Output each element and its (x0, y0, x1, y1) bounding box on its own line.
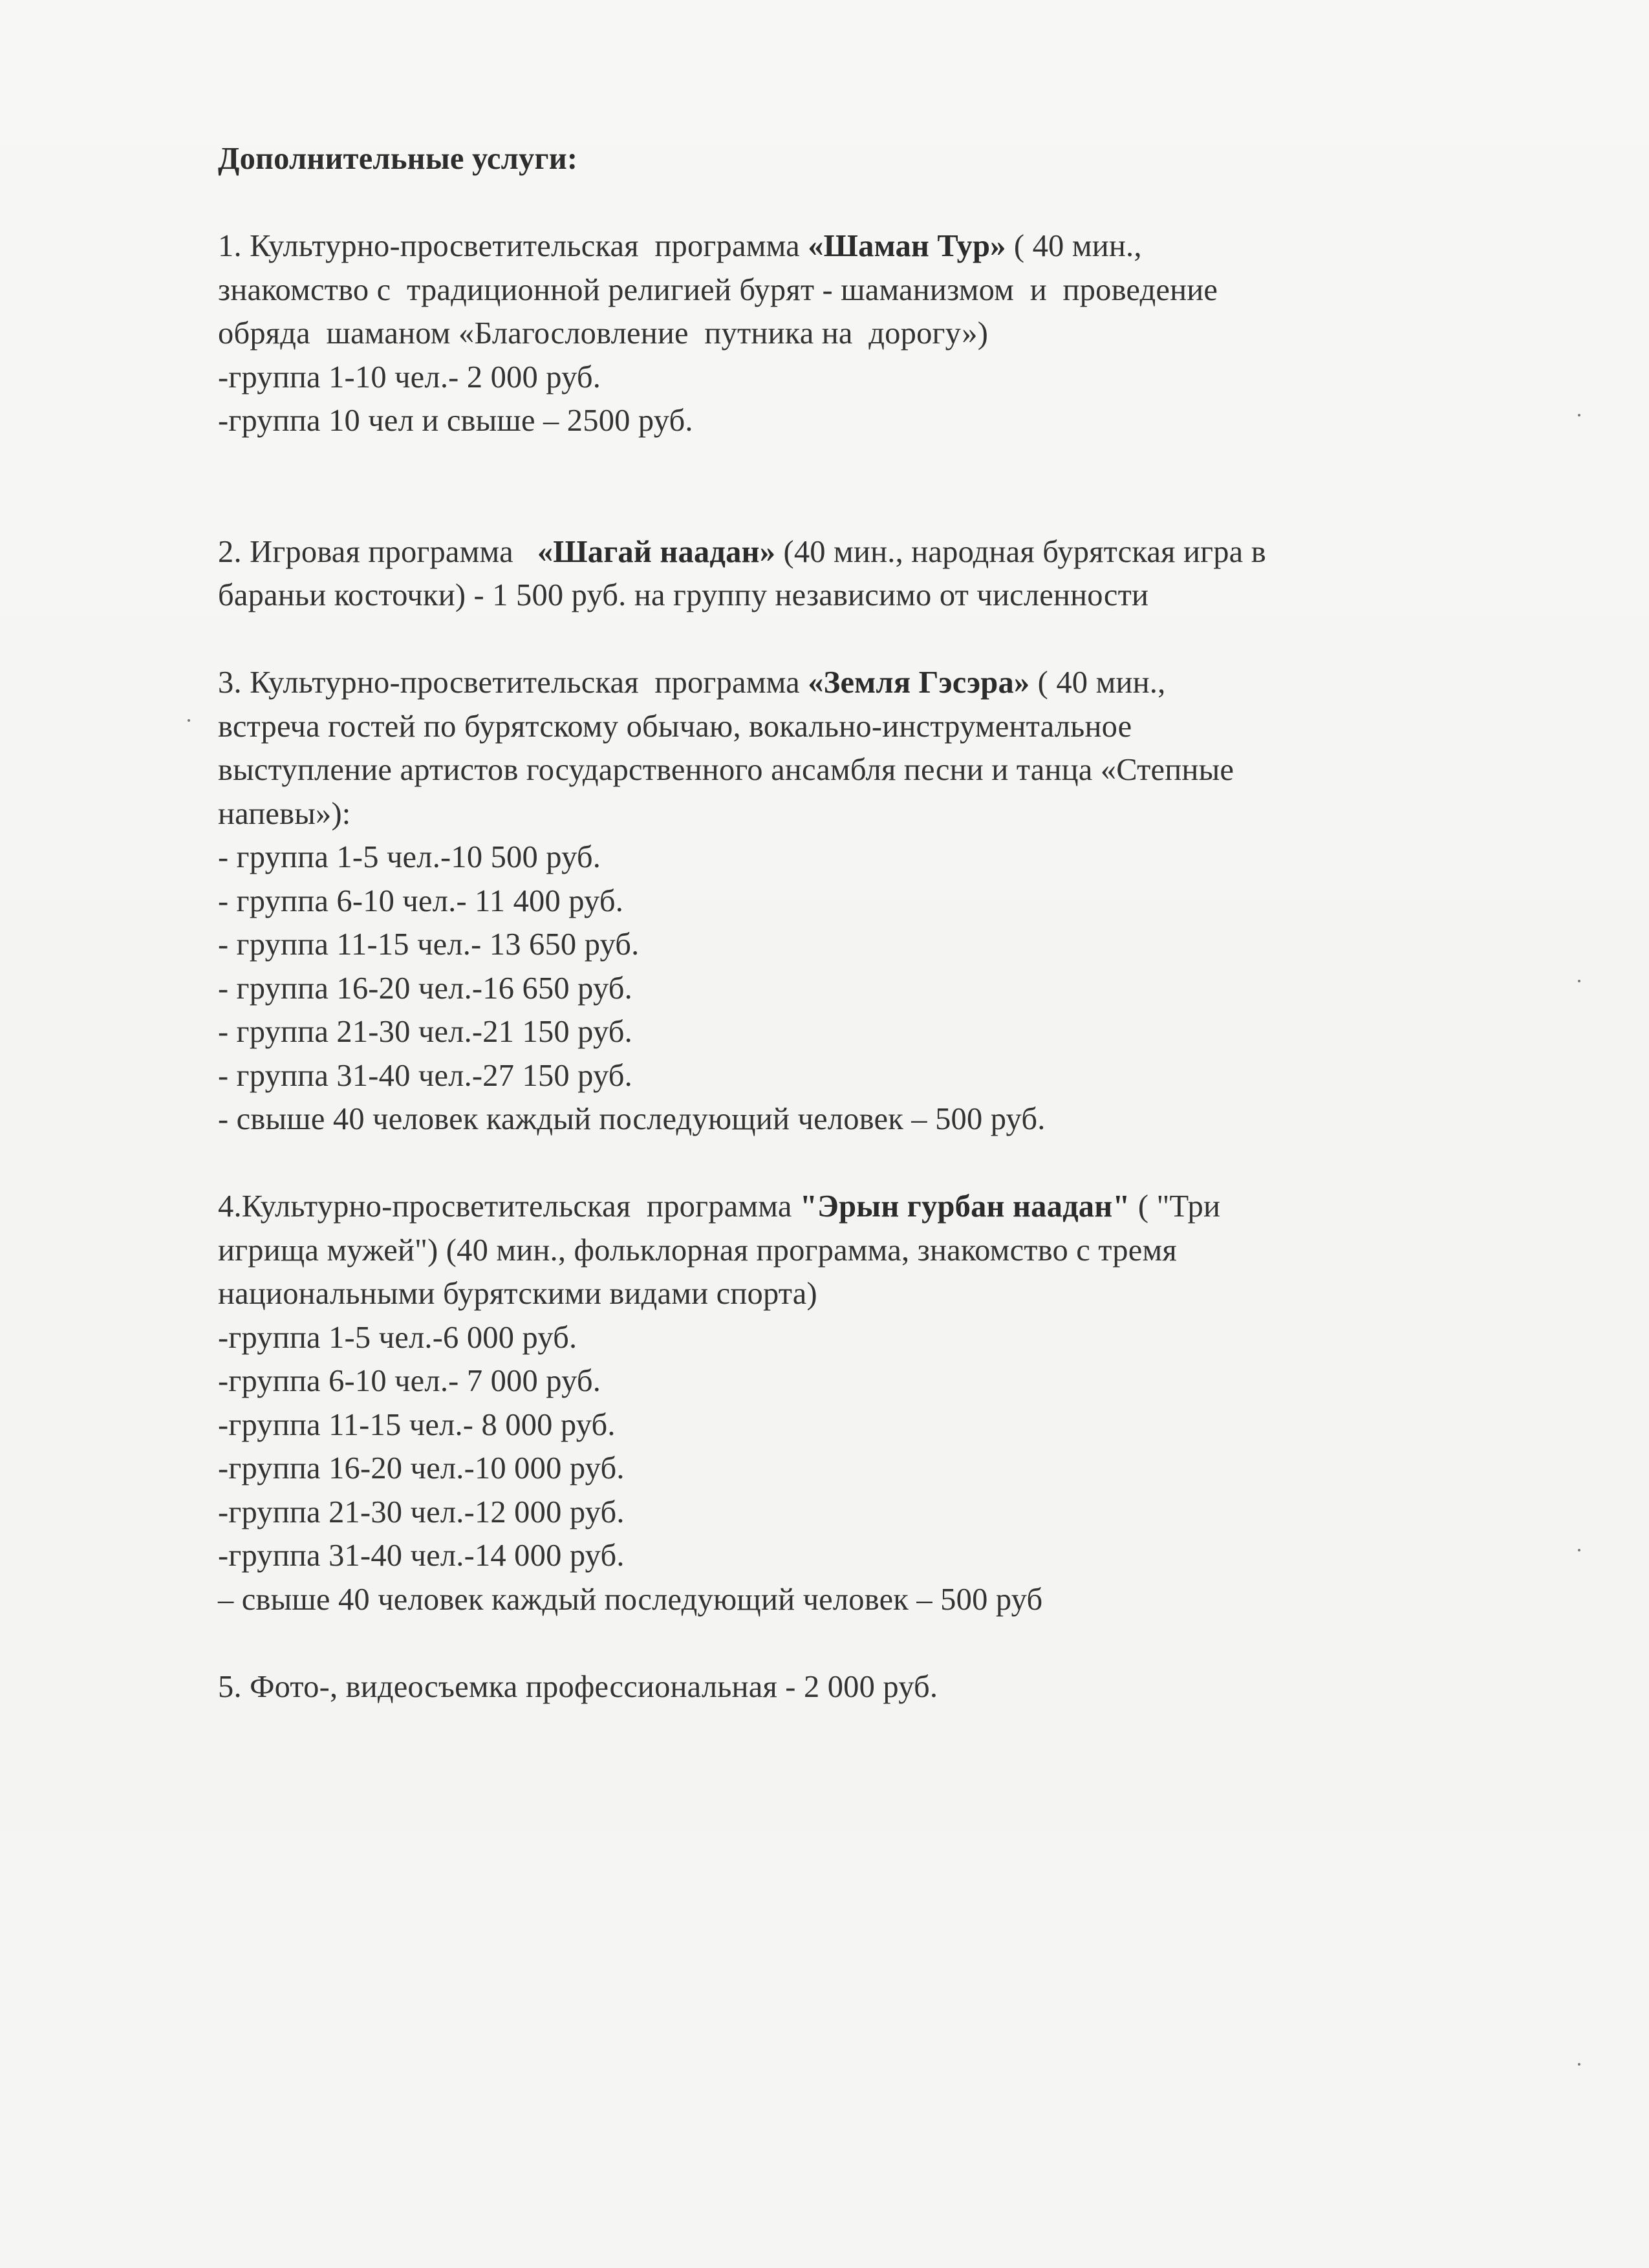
service-eryn-gurban-naadan: 4.Культурно-просветительская программа "Эрын гурбан наадан" ( "Три игрища мужей") (40 мин., фольклорная программа, знакомство с тремя национальными бурятскими видами спорта) -группа 1-5 чел.-6 000 руб. -группа 6-10 чел.- 7 000 руб. -группа 11-15 чел.- 8 000 руб. -группа 16-20 чел.-10 000 руб. -группа 21-30 чел.-12 000 руб. -группа 31-40 чел.-14 000 руб. – свыше 40 человек каждый последующий человек – 500 руб (218, 1185, 1511, 1621)
document-body (218, 137, 1511, 1709)
program-name: «Земля Гэсэра» (808, 665, 1030, 700)
scan-speck (1578, 980, 1580, 982)
price-line: -группа 6-10 чел.- 7 000 руб. (218, 1364, 601, 1398)
price-line: - группа 1-5 чел.-10 500 руб. (218, 840, 601, 874)
price-line: - группа 11-15 чел.- 13 650 руб. (218, 927, 640, 962)
scan-speck (188, 719, 190, 722)
price-line: -группа 21-30 чел.-12 000 руб. (218, 1495, 625, 1529)
price-line: – свыше 40 человек каждый последующий человек – 500 руб (218, 1582, 1043, 1617)
price-line: -группа 10 чел и свыше – 2500 руб. (218, 404, 693, 438)
service-zemlya-gesera: 3. Культурно-просветительская программа «Земля Гэсэра» ( 40 мин., встреча гостей по бурятскому обычаю, вокально-инструментальное выступление артистов государственного ансамбля песни и танца «Степные напевы»): - группа 1-5 чел.-10 500 руб. - группа 6-10 чел.- 11 400 руб. - группа 11-15 чел.- 13 650 руб. - группа 16-20 чел.-16 650 руб. - группа 21-30 чел.-21 150 руб. - группа 31-40 чел.-27 150 руб. - свыше 40 человек каждый последующий человек – 500 руб. (218, 661, 1511, 1141)
price-line: -группа 31-40 чел.-14 000 руб. (218, 1539, 625, 1573)
price-line: - группа 16-20 чел.-16 650 руб. (218, 971, 632, 1006)
service-shagai-naadan: 2. Игровая программа «Шагай наадан» (40 мин., народная бурятская игра в бараньи косточки) - 1 500 руб. на группу независимо от численности (218, 534, 1266, 612)
price-line: 5. Фото-, видеосъемка профессиональная - 2 000 руб. (218, 1669, 938, 1704)
price-line: - группа 6-10 чел.- 11 400 руб. (218, 883, 624, 918)
price-line: -группа 1-10 чел.- 2 000 руб. (218, 360, 601, 394)
price-line: - свыше 40 человек каждый последующий человек – 500 руб. (218, 1102, 1046, 1136)
scan-speck (1578, 2063, 1580, 2066)
program-name: "Эрын гурбан наадан" (799, 1189, 1130, 1224)
price-line: -группа 1-5 чел.-6 000 руб. (218, 1320, 577, 1355)
program-name: «Шаман Тур» (808, 229, 1006, 263)
price-line: -группа 16-20 чел.-10 000 руб. (218, 1451, 625, 1485)
service-shaman-tour: 1. Культурно-просветительская программа «Шаман Тур» ( 40 мин., знакомство с традиционной религией бурят - шаманизмом и проведение обряда шаманом «Благословление путника на дорогу») -группа 1-10 чел.- 2 000 руб. -группа 10 чел и свыше – 2500 руб. (218, 224, 1511, 443)
scan-speck (1578, 414, 1580, 416)
scan-speck (1578, 1549, 1580, 1551)
price-line: -группа 11-15 чел.- 8 000 руб. (218, 1407, 616, 1442)
document-heading: Дополнительные услуги: (218, 142, 578, 176)
program-name: «Шагай наадан» (537, 534, 776, 569)
price-line: - группа 31-40 чел.-27 150 руб. (218, 1058, 632, 1093)
price-line: - группа 21-30 чел.-21 150 руб. (218, 1015, 632, 1049)
service-photo-video (218, 1665, 1511, 1709)
